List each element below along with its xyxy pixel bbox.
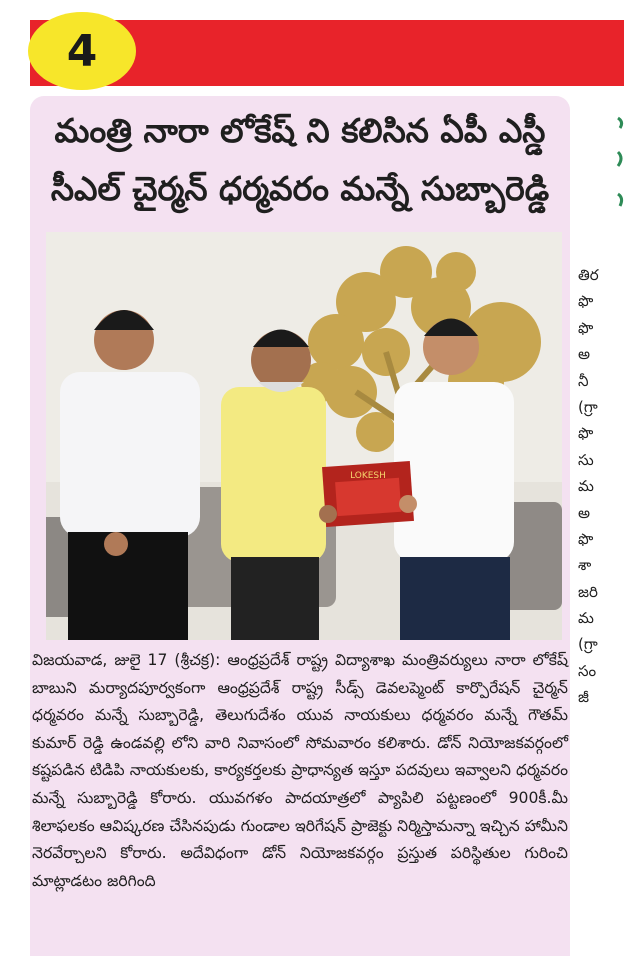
side-column-line: మ bbox=[578, 477, 594, 496]
side-column-line: అ bbox=[578, 503, 591, 522]
side-column-line: నీ bbox=[578, 371, 589, 390]
headline-line-1: మంత్రి నారా లోకేష్ ని కలిసిన ఏపీ ఎస్డీ bbox=[54, 111, 546, 150]
article-body bbox=[32, 647, 568, 895]
side-column-line: ఫొ bbox=[578, 529, 594, 548]
side-column-line: జరి bbox=[578, 582, 598, 601]
side-column-line: ఫొ bbox=[578, 424, 594, 443]
side-column-line: ఫొ bbox=[578, 292, 594, 311]
side-column-line: (గ్రా bbox=[578, 635, 598, 654]
side-column-line: తిర bbox=[578, 266, 599, 284]
book-cover-title: LOKESH bbox=[350, 471, 386, 481]
article-paragraph: విజయవాడ, జులై 17 (శ్రీచక్ర): ఆంధ్రప్రదేశ్ రాష్ట్ర విద్యాశాఖ మంత్రివర్యులు నారా లోకేష్ బాబుని మర్యాదపూర్వకంగా ఆంధ్రప్రదేశ్ రాష్ట్ర సీడ్స్ డెవలప్మెంట్ కార్పొరేషన్ చైర్మన్ ధర్మవరం మన్నే సుబ్బారెడ్డి, తెలుగుదేశం యువ నాయకులు ధర్మవరం మన్నే గౌతమ్ కుమార్ రెడ్డి ఉండవల్లి లోని వారి నివాసంలో సోమవారం కలిశారు. డోన్ నియోజకవర్గంలో కష్టపడిన టిడిపి నాయకులకు, కార్యకర్తలకు ప్రాధాన్యత ఇస్తూ పదవులు ఇవ్వాలని ధర్మవరం మన్నే సుబ్బారెడ్డి కోరారు. యువగళం పాదయాత్రలో ప్యాపిలి పట్టణంలో 900కీ.మీ శిలాఫలకం ఆవిష్కరణ చేసినపుడు గుండాల ఇరిగేషన్ ప్రాజెక్టు నిర్మిస్తామన్నా ఇచ్చిన హామీని నెరవేర్చాలని కోరారు. అదేవిధంగా డోన్ నియోజకవర్గం ప్రస్తుత పరిస్థితుల గురించి మాట్లాడటం జరిగింది bbox=[32, 651, 569, 890]
side-column-line: ఫొ bbox=[578, 318, 594, 337]
adjacent-column-fragment bbox=[578, 262, 624, 711]
side-column-line: శా bbox=[578, 556, 592, 575]
side-column-line: మ bbox=[578, 609, 594, 628]
side-column-line: అ bbox=[578, 345, 591, 364]
side-column-line: జీ bbox=[578, 688, 589, 707]
headline bbox=[40, 102, 560, 218]
side-column-line: సు bbox=[578, 450, 594, 469]
news-photo bbox=[46, 232, 562, 640]
side-column-line: (గ్రా bbox=[578, 397, 598, 416]
headline-line-2: సీఎల్ చైర్మన్ ధర్మవరం మన్నే సుబ్బారెడ్డి bbox=[50, 169, 550, 208]
side-column-line: సం bbox=[578, 661, 597, 680]
page-number-badge: 4 bbox=[28, 12, 136, 90]
side-decoration bbox=[604, 108, 624, 228]
